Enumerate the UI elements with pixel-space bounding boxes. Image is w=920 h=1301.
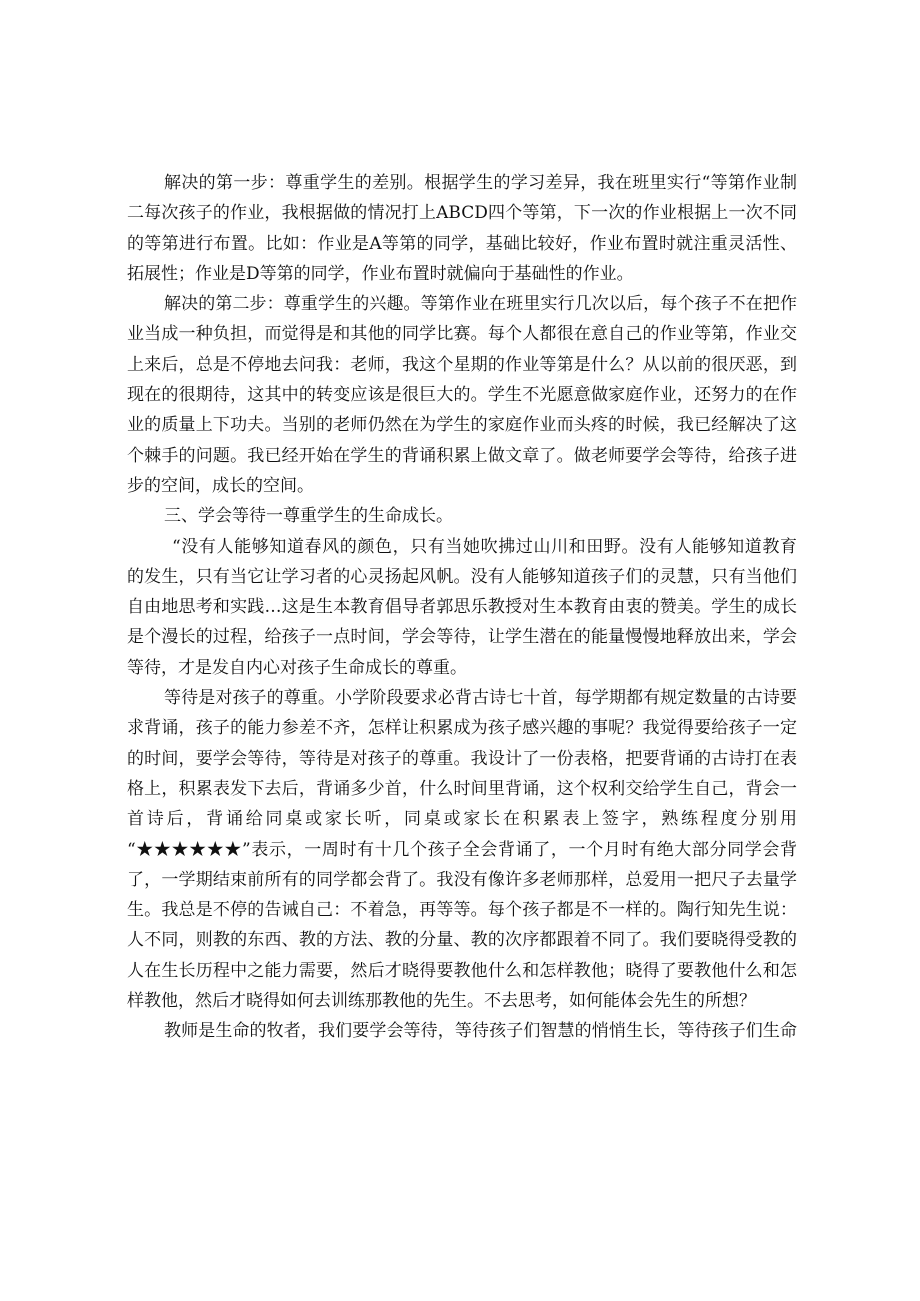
paragraph-line: 的等第进行布置。比如：作业是A等第的同学，基础比较好，作业布置时就注重灵活性、 xyxy=(127,233,797,254)
paragraph-line: 步的空间，成长的空间。 xyxy=(127,475,314,496)
paragraph-line: 格上，积累表发下去后，背诵多少首，什么时间里背诵，这个权利交给学生自己，背会一 xyxy=(127,778,797,799)
paragraph-waiting-respect xyxy=(127,683,797,1016)
paragraph-line: “没有人能够知道春风的颜色，只有当她吹拂过山川和田野。没有人能够知道教育 xyxy=(172,536,797,557)
section-heading-line: 三、学会等待一尊重学生的生命成长。 xyxy=(164,506,453,527)
section-heading-three xyxy=(127,501,797,531)
paragraph-line: 等待，才是发自内心对孩子生命成长的尊重。 xyxy=(127,657,467,678)
paragraph-line: 生。我总是不停的告诫自己：不着急，再等等。每个孩子都是不一样的。陶行知先生说： xyxy=(127,900,797,921)
paragraph-line: 解决的第一步：尊重学生的差别。根据学生的学习差异，我在班里实行“等第作业制 xyxy=(164,173,797,193)
paragraph-line: 二每次孩子的作业，我根据做的情况打上ABCD四个等第，下一次的作业根据上一次不同 xyxy=(127,203,797,224)
paragraph-line: 现在的很期待，这其中的转变应该是很巨大的。学生不光愿意做家庭作业，还努力的在作 xyxy=(127,385,797,406)
paragraph-line: 的发生，只有当它让学习者的心灵扬起风帆。没有人能够知道孩子们的灵慧，只有当他们 xyxy=(127,566,797,587)
paragraph-line: 上来后，总是不停地去问我：老师，我这个星期的作业等第是什么？从以前的很厌恶，到 xyxy=(127,354,797,375)
paragraph-line: 首诗后，背诵给同桌或家长听，同桌或家长在积累表上签字，熟练程度分别用 xyxy=(127,809,797,830)
document-body xyxy=(127,168,797,1047)
paragraph-line: 的时间，要学会等待，等待是对孩子的尊重。我设计了一份表格，把要背诵的古诗打在表 xyxy=(127,748,797,769)
paragraph-step-one xyxy=(127,168,797,289)
paragraph-line: 人在生长历程中之能力需要，然后才晓得要教他什么和怎样教他；晓得了要教他什么和怎 xyxy=(127,960,797,981)
paragraph-line: 业的质量上下功夫。当别的老师仍然在为学生的家庭作业而头疼的时候，我已经解决了这 xyxy=(127,415,797,436)
paragraph-line: “★★★★★★”表示，一周时有十几个孩子全会背诵了，一个月时有绝大部分同学会背 xyxy=(127,839,797,860)
paragraph-line: 求背诵，孩子的能力参差不齐，怎样让积累成为孩子感兴趣的事呢？我觉得要给孩子一定 xyxy=(127,718,797,739)
paragraph-line: 是个漫长的过程，给孩子一点时间，学会等待，让学生潜在的能量慢慢地释放出来，学会 xyxy=(127,627,797,648)
paragraph-line: 自由地思考和实践…这是生本教育倡导者郭思乐教授对生本教育由衷的赞美。学生的成长 xyxy=(127,597,797,618)
paragraph-line: 等待是对孩子的尊重。小学阶段要求必背古诗七十首，每学期都有规定数量的古诗要 xyxy=(164,688,797,709)
paragraph-line: 样教他，然后才晓得如何去训练那教他的先生。不去思考，如何能体会先生的所想？ xyxy=(127,991,756,1012)
paragraph-line: 了，一学期结束前所有的同学都会背了。我没有像许多老师那样，总爱用一把尺子去量学 xyxy=(127,869,797,890)
paragraph-step-two xyxy=(127,289,797,501)
paragraph-line: 解决的第二步：尊重学生的兴趣。等第作业在班里实行几次以后，每个孩子不在把作 xyxy=(164,294,797,315)
paragraph-line: 业当成一种负担，而觉得是和其他的同学比赛。每个人都很在意自己的作业等第，作业交 xyxy=(127,324,797,345)
paragraph-quote xyxy=(127,532,797,683)
paragraph-line: 教师是生命的牧者，我们要学会等待，等待孩子们智慧的悄悄生长，等待孩子们生命 xyxy=(164,1021,797,1042)
paragraph-line: 人不同，则教的东西、教的方法、教的分量、教的次序都跟着不同了。我们要晓得受教的 xyxy=(127,930,797,951)
paragraph-teacher-shepherd xyxy=(127,1016,797,1046)
paragraph-line: 个棘手的问题。我已经开始在学生的背诵积累上做文章了。做老师要学会等待，给孩子进 xyxy=(127,445,797,466)
paragraph-line: 拓展性；作业是D等第的同学，作业布置时就偏向于基础性的作业。 xyxy=(127,263,634,284)
